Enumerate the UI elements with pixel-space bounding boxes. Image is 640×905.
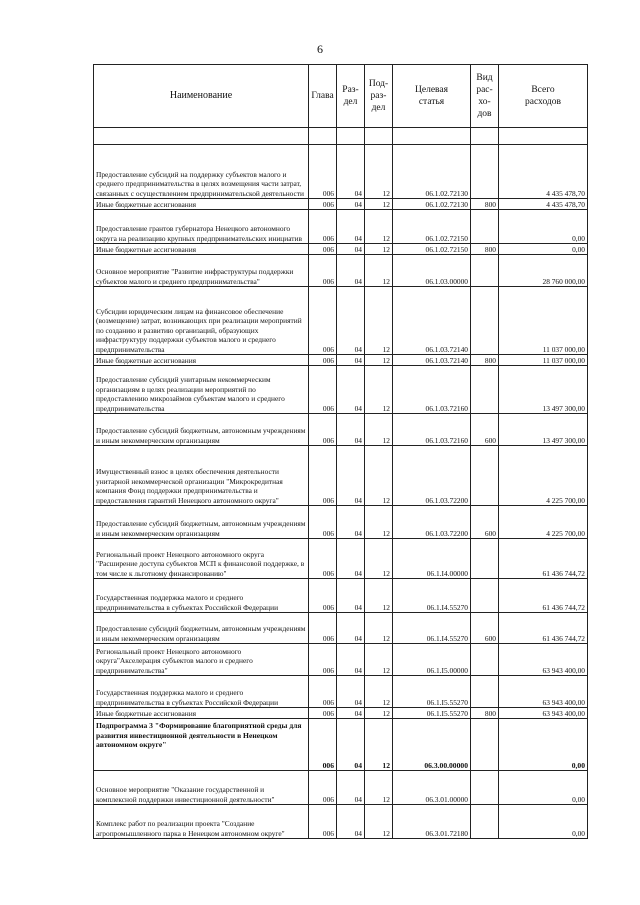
row-total-text: 63 943 400,00 (542, 697, 585, 707)
header-total: Всего расходов (499, 65, 588, 128)
row-glava (309, 719, 337, 771)
row-podrazdel-text: 12 (382, 794, 390, 804)
header-vid: Вид рас- хо- дов (471, 65, 499, 128)
row-vid-text: 800 (484, 199, 496, 209)
row-podrazdel (365, 676, 393, 708)
row-name (94, 244, 309, 255)
row-podrazdel (365, 719, 393, 771)
row-razdel (337, 613, 365, 644)
row-target (393, 255, 471, 287)
table-row (94, 506, 588, 539)
row-target (393, 676, 471, 708)
row-glava (309, 805, 337, 839)
row-razdel-text: 04 (354, 233, 362, 243)
row-razdel (337, 255, 365, 287)
row-glava (309, 613, 337, 644)
row-total (499, 613, 588, 644)
row-total-text: 11 037 000,00 (542, 355, 585, 365)
row-vid-text: 600 (484, 633, 496, 643)
table-row (94, 771, 588, 805)
row-razdel-text: 04 (354, 697, 362, 707)
row-vid (471, 506, 499, 539)
row-target (393, 539, 471, 579)
row-name-text: Основное мероприятие "Развитие инфраструктуры поддержки субъектов малого и среднего предпринимательства" (96, 267, 294, 286)
row-podrazdel (365, 708, 393, 719)
row-glava (309, 366, 337, 414)
row-vid-text: 600 (484, 528, 496, 538)
row-target (393, 366, 471, 414)
row-glava-text: 006 (322, 403, 334, 413)
row-name (94, 366, 309, 414)
row-vid (471, 805, 499, 839)
row-target-text: 06.1.02.72150 (425, 244, 468, 254)
row-name-text: Имущественный взнос в целях обеспечения деятельности унитарной некоммерческой организации "Микрокредитная компания Фонд поддержки предпринимательства и предоставления гарантий Ненецкого автономного округа" (96, 467, 283, 505)
row-vid (471, 414, 499, 446)
row-total (499, 355, 588, 366)
row-name-text: Подпрограмма 3 "Формирование благоприятной среды для развития инвестиционной деятельности в Ненецком автономном округе" (96, 721, 302, 749)
row-total (499, 366, 588, 414)
row-total-text: 4 435 478,70 (546, 188, 585, 198)
row-target (393, 719, 471, 771)
table-row (94, 644, 588, 676)
row-name-text: Комплекс работ по реализации проекта "Создание агропромышленного парка в Ненецком автономном округе" (96, 819, 285, 838)
row-vid-text: 600 (484, 435, 496, 445)
row-total-text: 0,00 (571, 760, 585, 770)
row-glava (309, 579, 337, 613)
row-podrazdel-text: 12 (382, 435, 390, 445)
row-total-text: 61 436 744,72 (542, 602, 585, 612)
table-row (94, 676, 588, 708)
row-razdel-text: 04 (354, 568, 362, 578)
row-podrazdel (365, 771, 393, 805)
row-glava-text: 006 (322, 697, 334, 707)
row-target-text: 06.1.03.72200 (425, 528, 468, 538)
row-vid-text: 800 (484, 708, 496, 718)
row-razdel-text: 04 (354, 665, 362, 675)
row-name (94, 539, 309, 579)
row-podrazdel-text: 12 (382, 188, 390, 198)
row-razdel (337, 708, 365, 719)
row-total-text: 13 497 300,00 (542, 403, 585, 413)
row-glava (309, 446, 337, 506)
row-target (393, 145, 471, 199)
row-target-text: 06.1.I4.55270 (426, 633, 468, 643)
row-name (94, 644, 309, 676)
row-name-text: Предоставление субсидий бюджетным, автономным учреждениям и иным некоммерческим организациям (96, 519, 306, 538)
row-target (393, 771, 471, 805)
table-row (94, 244, 588, 255)
row-glava (309, 255, 337, 287)
table-row (94, 255, 588, 287)
row-podrazdel (365, 506, 393, 539)
row-name (94, 199, 309, 210)
row-target (393, 355, 471, 366)
row-target (393, 210, 471, 244)
row-podrazdel (365, 414, 393, 446)
row-glava (309, 539, 337, 579)
row-glava-text: 006 (322, 528, 334, 538)
row-total (499, 539, 588, 579)
table-row (94, 719, 588, 771)
row-razdel-text: 04 (354, 633, 362, 643)
row-total (499, 579, 588, 613)
row-glava-text: 006 (322, 188, 334, 198)
row-total (499, 199, 588, 210)
table-row (94, 199, 588, 210)
row-target (393, 414, 471, 446)
header-glava: Глава (309, 65, 337, 128)
row-razdel-text: 04 (354, 760, 362, 770)
row-target-text: 06.1.I5.00000 (426, 665, 468, 675)
row-vid-text: 800 (484, 355, 496, 365)
row-razdel (337, 355, 365, 366)
row-target-text: 06.1.02.72150 (425, 233, 468, 243)
row-total-text: 4 435 478,70 (546, 199, 585, 209)
row-total (499, 771, 588, 805)
row-name (94, 287, 309, 355)
row-name (94, 676, 309, 708)
row-vid-text: 800 (484, 244, 496, 254)
row-target-text: 06.1.03.72140 (425, 355, 468, 365)
row-glava (309, 771, 337, 805)
row-razdel (337, 414, 365, 446)
row-target-text: 06.1.I4.00000 (426, 568, 468, 578)
row-name-text: Государственная поддержка малого и среднего предпринимательства в субъектах Российской Федерации (96, 593, 279, 612)
row-podrazdel-text: 12 (382, 697, 390, 707)
row-razdel-text: 04 (354, 199, 362, 209)
row-glava-text: 006 (322, 233, 334, 243)
row-total (499, 676, 588, 708)
row-razdel-text: 04 (354, 188, 362, 198)
row-vid (471, 539, 499, 579)
row-name-text: Иные бюджетные ассигнования (96, 199, 197, 209)
row-total (499, 255, 588, 287)
row-target (393, 613, 471, 644)
row-vid (471, 199, 499, 210)
row-razdel-text: 04 (354, 794, 362, 804)
row-podrazdel (365, 539, 393, 579)
row-target (393, 805, 471, 839)
header-razdel: Раз- дел (337, 65, 365, 128)
row-vid (471, 255, 499, 287)
page-number: 6 (317, 42, 323, 56)
row-target-text: 06.1.03.72160 (425, 435, 468, 445)
row-glava-text: 006 (322, 633, 334, 643)
row-vid (471, 644, 499, 676)
row-podrazdel-text: 12 (382, 760, 390, 770)
row-podrazdel (365, 199, 393, 210)
row-glava-text: 006 (322, 244, 334, 254)
row-name-text: Предоставление субсидий на поддержку субъектов малого и среднего предпринимательства в целях возмещения части затрат, связанных с осуществлением предпринимательской деятельности (96, 169, 305, 198)
row-razdel (337, 366, 365, 414)
row-target (393, 579, 471, 613)
row-total-text: 0,00 (572, 244, 585, 254)
row-total (499, 506, 588, 539)
row-target (393, 199, 471, 210)
table-row (94, 287, 588, 355)
row-podrazdel-text: 12 (382, 568, 390, 578)
row-total (499, 446, 588, 506)
row-razdel-text: 04 (354, 602, 362, 612)
row-name-text: Иные бюджетные ассигнования (96, 708, 197, 718)
row-razdel-text: 04 (354, 344, 362, 354)
row-name (94, 771, 309, 805)
row-target-text: 06.3.00.00000 (424, 760, 468, 770)
row-podrazdel (365, 210, 393, 244)
row-podrazdel-text: 12 (382, 528, 390, 538)
row-podrazdel-text: 12 (382, 633, 390, 643)
row-vid (471, 579, 499, 613)
row-podrazdel (365, 366, 393, 414)
table-body (94, 128, 588, 839)
row-razdel (337, 145, 365, 199)
row-target-text: 06.1.02.72130 (425, 199, 468, 209)
row-razdel-text: 04 (354, 708, 362, 718)
row-podrazdel (365, 145, 393, 199)
row-target-text: 06.1.03.72200 (425, 495, 468, 505)
table-header-row (94, 65, 588, 128)
row-glava-text: 006 (322, 199, 334, 209)
row-name (94, 355, 309, 366)
row-glava-text: 006 (322, 760, 334, 770)
row-total-text: 0,00 (572, 828, 585, 838)
row-vid (471, 244, 499, 255)
budget-table (93, 64, 588, 839)
row-podrazdel-text: 12 (382, 708, 390, 718)
row-name (94, 805, 309, 839)
row-vid (471, 446, 499, 506)
row-name (94, 579, 309, 613)
row-podrazdel (365, 644, 393, 676)
row-razdel (337, 506, 365, 539)
row-glava (309, 506, 337, 539)
row-target-text: 06.1.03.00000 (425, 276, 468, 286)
table-row (94, 446, 588, 506)
row-vid (471, 676, 499, 708)
row-podrazdel-text: 12 (382, 495, 390, 505)
row-glava-text: 006 (322, 794, 334, 804)
table-row (94, 708, 588, 719)
row-podrazdel-text: 12 (382, 602, 390, 612)
row-vid (471, 708, 499, 719)
table-spacer-row (94, 128, 588, 145)
table-row (94, 613, 588, 644)
row-podrazdel-text: 12 (382, 199, 390, 209)
table-row (94, 805, 588, 839)
row-target (393, 244, 471, 255)
row-vid (471, 719, 499, 771)
row-glava (309, 708, 337, 719)
row-podrazdel-text: 12 (382, 403, 390, 413)
row-target (393, 644, 471, 676)
row-total-text: 11 037 000,00 (542, 344, 585, 354)
row-name-text: Предоставление субсидий унитарным некоммерческим организациям в целях реализации мероприятий по предоставлению микрозаймов субъектам малого и среднего предпринимательства (96, 375, 285, 413)
row-glava (309, 355, 337, 366)
row-glava (309, 287, 337, 355)
row-target (393, 708, 471, 719)
table-row (94, 366, 588, 414)
row-glava-text: 006 (322, 355, 334, 365)
row-razdel (337, 676, 365, 708)
row-razdel-text: 04 (354, 403, 362, 413)
row-razdel (337, 805, 365, 839)
row-target-text: 06.1.02.72130 (425, 188, 468, 198)
row-name (94, 708, 309, 719)
row-total-text: 61 436 744,72 (542, 568, 585, 578)
row-podrazdel (365, 287, 393, 355)
row-razdel-text: 04 (354, 355, 362, 365)
row-name (94, 446, 309, 506)
row-total (499, 145, 588, 199)
row-target-text: 06.3.01.72180 (425, 828, 468, 838)
row-name-text: Иные бюджетные ассигнования (96, 355, 197, 365)
table-row (94, 579, 588, 613)
header-target: Целевая статья (393, 65, 471, 128)
header-name: Наименование (94, 65, 309, 128)
row-glava-text: 006 (322, 495, 334, 505)
row-total (499, 805, 588, 839)
row-name (94, 719, 309, 771)
row-name-text: Региональный проект Ненецкого автономного округа"Акселерация субъектов малого и среднего предпринимательства" (96, 646, 253, 675)
row-total (499, 414, 588, 446)
row-razdel-text: 04 (354, 828, 362, 838)
row-podrazdel-text: 12 (382, 244, 390, 254)
row-vid (471, 771, 499, 805)
row-vid (471, 613, 499, 644)
row-glava-text: 006 (322, 708, 334, 718)
row-name-text: Предоставление грантов губернатора Ненецкого автономного округа на реализацию крупных предпринимательских инициатив (96, 224, 302, 243)
row-razdel (337, 244, 365, 255)
row-razdel (337, 446, 365, 506)
row-total-text: 61 436 744,72 (542, 633, 585, 643)
row-total-text: 63 943 400,00 (542, 708, 585, 718)
row-razdel-text: 04 (354, 244, 362, 254)
row-target-text: 06.1.03.72140 (425, 344, 468, 354)
row-podrazdel-text: 12 (382, 355, 390, 365)
row-podrazdel (365, 579, 393, 613)
row-razdel (337, 210, 365, 244)
row-total (499, 287, 588, 355)
row-total (499, 708, 588, 719)
row-name-text: Предоставление субсидий бюджетным, автономным учреждениям и иным некоммерческим организациям (96, 426, 306, 445)
row-target-text: 06.1.I5.55270 (426, 708, 468, 718)
row-vid (471, 355, 499, 366)
row-razdel-text: 04 (354, 495, 362, 505)
row-glava-text: 006 (322, 276, 334, 286)
row-name (94, 210, 309, 244)
row-podrazdel-text: 12 (382, 665, 390, 675)
row-glava-text: 006 (322, 435, 334, 445)
row-razdel (337, 644, 365, 676)
row-name-text: Предоставление субсидий бюджетным, автономным учреждениям и иным некоммерческим организациям (96, 624, 306, 643)
row-glava-text: 006 (322, 568, 334, 578)
row-vid (471, 145, 499, 199)
row-total-text: 0,00 (572, 794, 585, 804)
row-name-text: Региональный проект Ненецкого автономного округа "Расширение доступа субъектов МСП к финансовой поддержке, в том числе к льготному финансированию" (96, 549, 305, 578)
row-razdel (337, 199, 365, 210)
table-row (94, 539, 588, 579)
row-podrazdel (365, 355, 393, 366)
row-glava (309, 676, 337, 708)
row-razdel-text: 04 (354, 528, 362, 538)
row-glava (309, 210, 337, 244)
row-podrazdel (365, 805, 393, 839)
row-target-text: 06.1.I5.55270 (426, 697, 468, 707)
row-glava (309, 644, 337, 676)
row-glava (309, 145, 337, 199)
row-podrazdel (365, 613, 393, 644)
row-total-text: 0,00 (572, 233, 585, 243)
row-target-text: 06.1.03.72160 (425, 403, 468, 413)
row-total-text: 13 497 300,00 (542, 435, 585, 445)
row-razdel-text: 04 (354, 435, 362, 445)
row-name (94, 414, 309, 446)
row-razdel (337, 719, 365, 771)
row-name-text: Субсидии юридическим лицам на финансовое обеспечение (возмещение) затрат, возникающих при реализации мероприятий по созданию и развитию организаций, образующих инфраструктуру поддержки субъектов малого и среднего предпринимательства (96, 306, 302, 354)
row-target (393, 506, 471, 539)
row-podrazdel-text: 12 (382, 233, 390, 243)
header-podrazdel: Под- раз- дел (365, 65, 393, 128)
row-total-text: 28 760 000,00 (542, 276, 585, 286)
row-razdel (337, 579, 365, 613)
row-total-text: 4 225 700,00 (546, 528, 585, 538)
table-row (94, 210, 588, 244)
row-name-text: Иные бюджетные ассигнования (96, 244, 197, 254)
row-name (94, 506, 309, 539)
row-podrazdel (365, 446, 393, 506)
row-total (499, 244, 588, 255)
row-vid (471, 366, 499, 414)
row-razdel (337, 539, 365, 579)
row-podrazdel-text: 12 (382, 276, 390, 286)
row-vid (471, 287, 499, 355)
table-row (94, 145, 588, 199)
row-podrazdel-text: 12 (382, 344, 390, 354)
row-podrazdel (365, 255, 393, 287)
row-total-text: 4 225 700,00 (546, 495, 585, 505)
table-row (94, 355, 588, 366)
row-podrazdel (365, 244, 393, 255)
row-total (499, 644, 588, 676)
row-glava (309, 199, 337, 210)
table-row (94, 414, 588, 446)
row-glava-text: 006 (322, 602, 334, 612)
row-razdel (337, 287, 365, 355)
row-total (499, 210, 588, 244)
row-glava-text: 006 (322, 665, 334, 675)
row-glava-text: 006 (322, 828, 334, 838)
row-target (393, 287, 471, 355)
row-name-text: Государственная поддержка малого и среднего предпринимательства в субъектах Российской Федерации (96, 688, 279, 707)
row-vid (471, 210, 499, 244)
row-name-text: Основное мероприятие "Оказание государственной и комплексной поддержки инвестиционной деятельности" (96, 785, 275, 804)
row-target (393, 446, 471, 506)
row-target-text: 06.1.I4.55270 (426, 602, 468, 612)
row-razdel-text: 04 (354, 276, 362, 286)
row-glava (309, 244, 337, 255)
row-name (94, 145, 309, 199)
row-razdel (337, 771, 365, 805)
row-total (499, 719, 588, 771)
row-target-text: 06.3.01.00000 (425, 794, 468, 804)
row-glava-text: 006 (322, 344, 334, 354)
row-glava (309, 414, 337, 446)
row-podrazdel-text: 12 (382, 828, 390, 838)
row-name (94, 613, 309, 644)
row-name (94, 255, 309, 287)
row-total-text: 63 943 400,00 (542, 665, 585, 675)
